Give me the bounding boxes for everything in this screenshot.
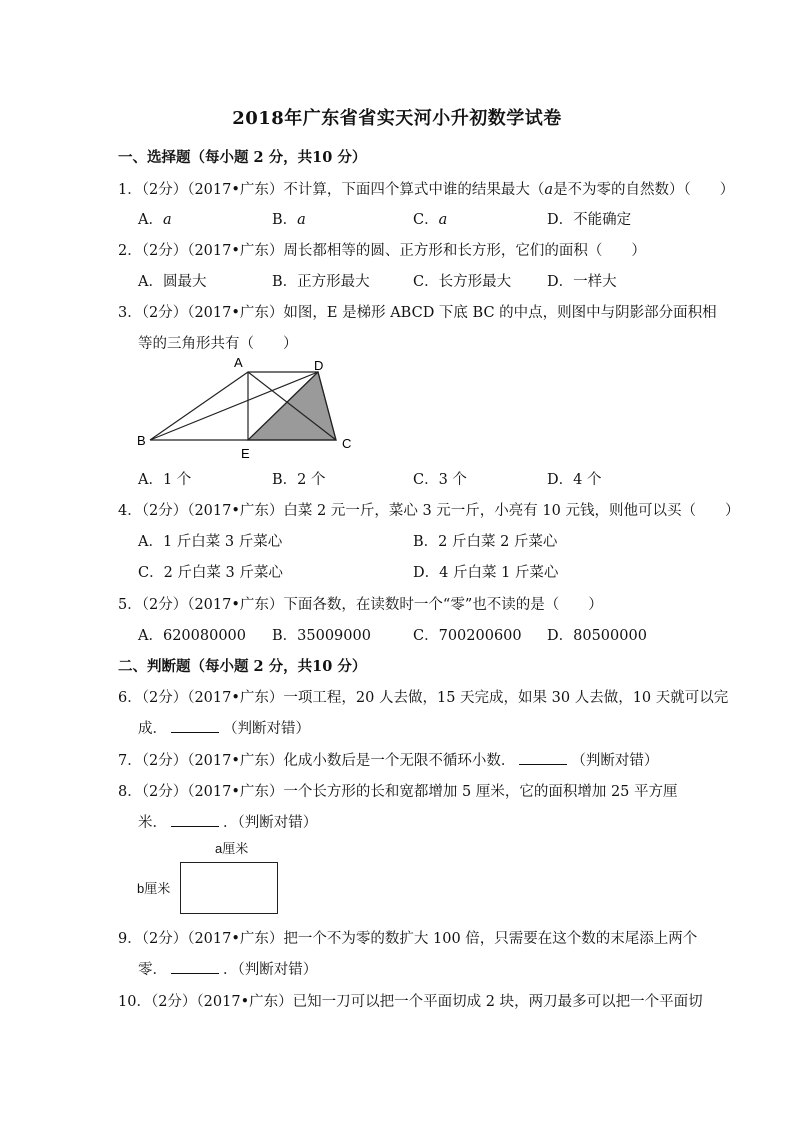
q2-option-c: C．长方形最大	[413, 274, 512, 290]
question-5-stem: 5．（2分）（2017•广东）下面各数，在读数时一个“零”也不读的是（ ）	[118, 597, 603, 613]
q5-option-d: D．80500000	[547, 628, 647, 644]
page-title: 2018年广东省省实天河小升初数学试卷	[232, 108, 562, 129]
question-8-stem-line2: 米． ．（判断对错）	[138, 811, 317, 832]
q5-option-c: C．700200600	[413, 628, 522, 644]
label-d: D	[314, 358, 324, 373]
question-6-stem-line1: 6．（2分）（2017•广东）一项工程，20 人去做，15 天完成，如果 30 人去做，10 天就可以完	[118, 690, 729, 706]
question-2-stem: 2．（2分）（2017•广东）周长都相等的圆、正方形和长方形，它们的面积（ ）	[118, 243, 646, 259]
q3-option-a: A．1 个	[138, 472, 192, 488]
label-c: C	[342, 436, 352, 451]
q2-option-d: D．一样大	[547, 274, 617, 290]
rectangle-figure	[135, 836, 295, 916]
question-9-stem-line2: 零． ．（判断对错）	[138, 958, 317, 979]
q4-option-d: D．4 斤白菜 1 斤菜心	[413, 565, 559, 581]
q5-option-b: B．35009000	[272, 628, 371, 644]
answer-blank[interactable]	[171, 959, 219, 974]
rectangle-shape	[180, 862, 278, 914]
question-9-stem-line1: 9．（2分）（2017•广东）把一个不为零的数扩大 100 倍，只需要在这个数的末尾添上两个	[118, 931, 698, 947]
rect-top-label: a厘米	[215, 841, 249, 856]
section-judge-heading: 二、判断题（每小题 2 分，共10 分）	[118, 658, 367, 675]
question-4-stem: 4．（2分）（2017•广东）白菜 2 元一斤，菜心 3 元一斤，小亮有 10 元钱，则他可以买（ ）	[118, 503, 740, 519]
question-8-stem-line1: 8．（2分）（2017•广东）一个长方形的长和宽都增加 5 厘米，它的面积增加 25 平方厘	[118, 784, 678, 800]
q5-option-a: A．620080000	[138, 628, 246, 644]
question-10-stem-line1: 10．（2分）（2017•广东）已知一刀可以把一个平面切成 2 块，两刀最多可以把一个平面切	[118, 994, 703, 1010]
label-a: A	[234, 355, 243, 370]
trapezoid-figure	[130, 352, 360, 462]
section-choice-heading: 一、选择题（每小题 2 分，共10 分）	[118, 149, 367, 166]
q1-option-a: A．a	[138, 212, 172, 228]
label-e: E	[241, 446, 250, 461]
answer-blank[interactable]	[171, 718, 219, 733]
answer-blank[interactable]	[171, 812, 219, 827]
q4-option-c: C．2 斤白菜 3 斤菜心	[138, 565, 283, 581]
q3-option-b: B．2 个	[272, 472, 326, 488]
q4-option-a: A．1 斤白菜 3 斤菜心	[138, 534, 283, 550]
label-b: B	[137, 433, 146, 448]
q3-option-d: D．4 个	[547, 472, 602, 488]
rect-side-label: b厘米	[137, 881, 171, 896]
answer-blank[interactable]	[519, 750, 567, 765]
q3-option-c: C．3 个	[413, 472, 467, 488]
q4-option-b: B．2 斤白菜 2 斤菜心	[413, 534, 558, 550]
question-6-stem-line2: 成． （判断对错）	[138, 717, 310, 738]
question-7-stem: 7．（2分）（2017•广东）化成小数后是一个无限不循环小数． （判断对错）	[118, 749, 658, 770]
question-1-stem: 1．（2分）（2017•广东）不计算，下面四个算式中谁的结果最大（a是不为零的自然数）（ ）	[118, 182, 735, 198]
q2-option-b: B．正方形最大	[272, 274, 370, 290]
question-3-stem-line1: 3．（2分）（2017•广东）如图，E 是梯形 ABCD 下底 BC 的中点，则图中与阴影部分面积相	[118, 305, 717, 321]
question-3-stem-line2: 等的三角形共有（ ）	[138, 336, 298, 352]
q1-option-c: C．a	[413, 212, 448, 228]
q1-option-d: D．不能确定	[547, 212, 632, 228]
q1-option-b: B．a	[272, 212, 306, 228]
q2-option-a: A．圆最大	[138, 274, 207, 290]
